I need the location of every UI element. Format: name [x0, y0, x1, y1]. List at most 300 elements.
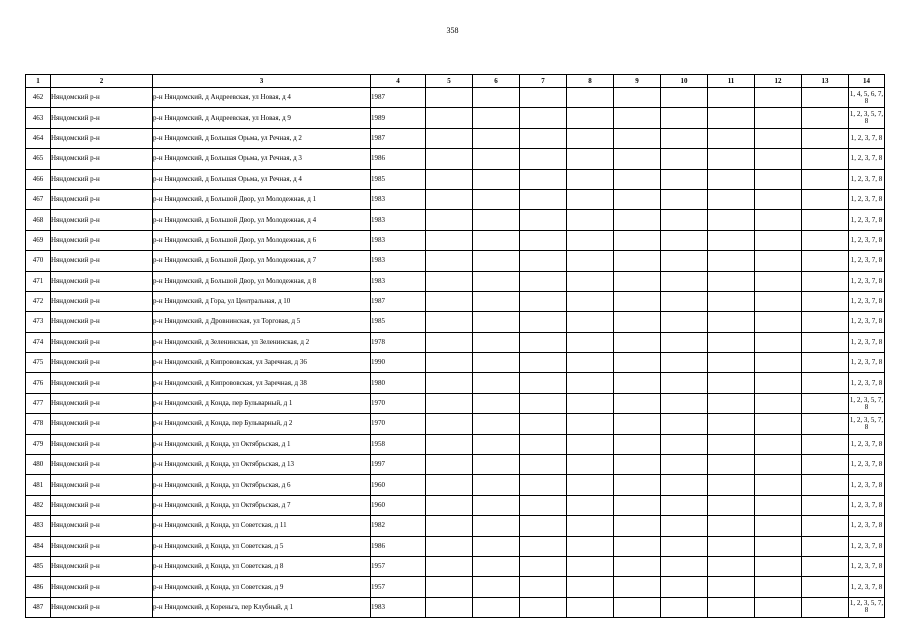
empty-cell-col-13	[802, 332, 849, 352]
empty-cell-col-6	[473, 434, 520, 454]
empty-cell-col-10	[661, 393, 708, 413]
empty-cell-col-11	[708, 556, 755, 576]
codes-cell: 1, 4, 5, 6, 7, 8	[849, 88, 885, 108]
empty-cell-col-12	[755, 312, 802, 332]
empty-cell-col-6	[473, 414, 520, 434]
empty-cell-col-12	[755, 393, 802, 413]
table-row	[26, 189, 885, 209]
empty-cell-col-10	[661, 108, 708, 128]
empty-cell-col-8	[567, 393, 614, 413]
empty-cell-col-9	[614, 128, 661, 148]
empty-cell-col-7	[520, 210, 567, 230]
empty-cell-col-13	[802, 230, 849, 250]
row-number-cell: 475	[26, 353, 51, 373]
empty-cell-col-5	[426, 108, 473, 128]
codes-cell: 1, 2, 3, 7, 8	[849, 291, 885, 311]
table-row	[26, 393, 885, 413]
column-header-13: 13	[802, 75, 849, 88]
codes-cell: 1, 2, 3, 7, 8	[849, 455, 885, 475]
empty-cell-col-13	[802, 88, 849, 108]
address-cell: р-н Няндомский, д Большая Орьма, ул Речная, д 2	[153, 128, 371, 148]
empty-cell-col-5	[426, 88, 473, 108]
empty-cell-col-10	[661, 434, 708, 454]
address-cell: р-н Няндомский, д Конда, ул Октябрьская, д 1	[153, 434, 371, 454]
empty-cell-col-12	[755, 108, 802, 128]
empty-cell-col-10	[661, 577, 708, 597]
empty-cell-col-5	[426, 495, 473, 515]
district-cell: Няндомский р-н	[51, 475, 153, 495]
empty-cell-col-12	[755, 414, 802, 434]
district-cell: Няндомский р-н	[51, 312, 153, 332]
empty-cell-col-10	[661, 597, 708, 617]
district-cell: Няндомский р-н	[51, 434, 153, 454]
district-cell: Няндомский р-н	[51, 128, 153, 148]
table-header	[26, 75, 885, 88]
empty-cell-col-6	[473, 251, 520, 271]
table-row	[26, 210, 885, 230]
district-cell: Няндомский р-н	[51, 597, 153, 617]
address-cell: р-н Няндомский, д Большая Орьма, ул Речная, д 4	[153, 169, 371, 189]
empty-cell-col-9	[614, 393, 661, 413]
year-cell: 1960	[371, 495, 426, 515]
empty-cell-col-11	[708, 210, 755, 230]
empty-cell-col-10	[661, 271, 708, 291]
empty-cell-col-13	[802, 495, 849, 515]
empty-cell-col-12	[755, 597, 802, 617]
empty-cell-col-7	[520, 577, 567, 597]
empty-cell-col-11	[708, 169, 755, 189]
column-header-10: 10	[661, 75, 708, 88]
empty-cell-col-7	[520, 475, 567, 495]
row-number-cell: 462	[26, 88, 51, 108]
empty-cell-col-12	[755, 88, 802, 108]
empty-cell-col-12	[755, 516, 802, 536]
empty-cell-col-6	[473, 373, 520, 393]
empty-cell-col-5	[426, 271, 473, 291]
empty-cell-col-9	[614, 353, 661, 373]
address-cell: р-н Няндомский, д Кореньга, пер Клубный, д 1	[153, 597, 371, 617]
empty-cell-col-6	[473, 536, 520, 556]
empty-cell-col-12	[755, 353, 802, 373]
empty-cell-col-7	[520, 434, 567, 454]
empty-cell-col-13	[802, 536, 849, 556]
empty-cell-col-11	[708, 332, 755, 352]
empty-cell-col-10	[661, 536, 708, 556]
row-number-cell: 481	[26, 475, 51, 495]
district-cell: Няндомский р-н	[51, 210, 153, 230]
empty-cell-col-7	[520, 597, 567, 617]
empty-cell-col-12	[755, 210, 802, 230]
empty-cell-col-7	[520, 373, 567, 393]
empty-cell-col-13	[802, 455, 849, 475]
empty-cell-col-8	[567, 414, 614, 434]
empty-cell-col-9	[614, 332, 661, 352]
empty-cell-col-10	[661, 495, 708, 515]
row-number-cell: 468	[26, 210, 51, 230]
table-body	[26, 88, 885, 618]
district-cell: Няндомский р-н	[51, 88, 153, 108]
address-cell: р-н Няндомский, д Конда, ул Советская, д 8	[153, 556, 371, 576]
empty-cell-col-9	[614, 434, 661, 454]
empty-cell-col-7	[520, 128, 567, 148]
row-number-cell: 465	[26, 149, 51, 169]
column-header-9: 9	[614, 75, 661, 88]
empty-cell-col-10	[661, 251, 708, 271]
empty-cell-col-12	[755, 189, 802, 209]
address-cell: р-н Няндомский, д Конда, ул Советская, д 5	[153, 536, 371, 556]
address-cell: р-н Няндомский, д Конда, пер Бульварный, д 1	[153, 393, 371, 413]
empty-cell-col-8	[567, 291, 614, 311]
row-number-cell: 483	[26, 516, 51, 536]
empty-cell-col-10	[661, 169, 708, 189]
empty-cell-col-5	[426, 455, 473, 475]
table-row	[26, 353, 885, 373]
table-row	[26, 169, 885, 189]
row-number-cell: 480	[26, 455, 51, 475]
row-number-cell: 476	[26, 373, 51, 393]
empty-cell-col-8	[567, 332, 614, 352]
empty-cell-col-6	[473, 393, 520, 413]
codes-cell: 1, 2, 3, 7, 8	[849, 210, 885, 230]
empty-cell-col-12	[755, 271, 802, 291]
empty-cell-col-10	[661, 230, 708, 250]
empty-cell-col-9	[614, 516, 661, 536]
empty-cell-col-7	[520, 108, 567, 128]
codes-cell: 1, 2, 3, 7, 8	[849, 332, 885, 352]
year-cell: 1983	[371, 230, 426, 250]
empty-cell-col-11	[708, 516, 755, 536]
empty-cell-col-13	[802, 434, 849, 454]
empty-cell-col-12	[755, 332, 802, 352]
empty-cell-col-11	[708, 353, 755, 373]
empty-cell-col-11	[708, 373, 755, 393]
empty-cell-col-7	[520, 291, 567, 311]
column-header-5: 5	[426, 75, 473, 88]
empty-cell-col-12	[755, 475, 802, 495]
empty-cell-col-7	[520, 251, 567, 271]
empty-cell-col-12	[755, 455, 802, 475]
codes-cell: 1, 2, 3, 7, 8	[849, 251, 885, 271]
empty-cell-col-7	[520, 353, 567, 373]
empty-cell-col-13	[802, 128, 849, 148]
empty-cell-col-7	[520, 332, 567, 352]
address-cell: р-н Няндомский, д Большая Орьма, ул Речная, д 3	[153, 149, 371, 169]
empty-cell-col-13	[802, 189, 849, 209]
empty-cell-col-6	[473, 556, 520, 576]
row-number-cell: 479	[26, 434, 51, 454]
table-row	[26, 597, 885, 617]
empty-cell-col-9	[614, 495, 661, 515]
empty-cell-col-8	[567, 251, 614, 271]
address-cell: р-н Няндомский, д Конда, ул Октябрьская, д 13	[153, 455, 371, 475]
table-row	[26, 230, 885, 250]
empty-cell-col-7	[520, 189, 567, 209]
empty-cell-col-6	[473, 189, 520, 209]
empty-cell-col-13	[802, 475, 849, 495]
table-row	[26, 495, 885, 515]
empty-cell-col-5	[426, 251, 473, 271]
empty-cell-col-9	[614, 291, 661, 311]
empty-cell-col-8	[567, 495, 614, 515]
table-row	[26, 516, 885, 536]
year-cell: 1986	[371, 536, 426, 556]
column-header-8: 8	[567, 75, 614, 88]
empty-cell-col-10	[661, 516, 708, 536]
year-cell: 1978	[371, 332, 426, 352]
codes-cell: 1, 2, 3, 7, 8	[849, 475, 885, 495]
empty-cell-col-6	[473, 271, 520, 291]
row-number-cell: 464	[26, 128, 51, 148]
empty-cell-col-6	[473, 88, 520, 108]
column-header-2: 2	[51, 75, 153, 88]
empty-cell-col-12	[755, 556, 802, 576]
empty-cell-col-10	[661, 312, 708, 332]
district-cell: Няндомский р-н	[51, 373, 153, 393]
empty-cell-col-11	[708, 475, 755, 495]
table-row	[26, 536, 885, 556]
empty-cell-col-9	[614, 210, 661, 230]
empty-cell-col-5	[426, 393, 473, 413]
empty-cell-col-13	[802, 353, 849, 373]
empty-cell-col-5	[426, 434, 473, 454]
empty-cell-col-12	[755, 149, 802, 169]
year-cell: 1987	[371, 291, 426, 311]
empty-cell-col-11	[708, 455, 755, 475]
empty-cell-col-7	[520, 414, 567, 434]
empty-cell-col-13	[802, 210, 849, 230]
empty-cell-col-5	[426, 556, 473, 576]
empty-cell-col-13	[802, 597, 849, 617]
district-cell: Няндомский р-н	[51, 189, 153, 209]
district-cell: Няндомский р-н	[51, 169, 153, 189]
empty-cell-col-13	[802, 556, 849, 576]
empty-cell-col-11	[708, 128, 755, 148]
codes-cell: 1, 2, 3, 5, 7, 8	[849, 414, 885, 434]
empty-cell-col-12	[755, 230, 802, 250]
empty-cell-col-8	[567, 353, 614, 373]
district-cell: Няндомский р-н	[51, 516, 153, 536]
district-cell: Няндомский р-н	[51, 495, 153, 515]
address-cell: р-н Няндомский, д Конда, ул Советская, д 9	[153, 577, 371, 597]
empty-cell-col-6	[473, 128, 520, 148]
empty-cell-col-13	[802, 291, 849, 311]
row-number-cell: 463	[26, 108, 51, 128]
empty-cell-col-9	[614, 108, 661, 128]
table-row	[26, 373, 885, 393]
empty-cell-col-10	[661, 455, 708, 475]
empty-cell-col-12	[755, 128, 802, 148]
empty-cell-col-5	[426, 373, 473, 393]
empty-cell-col-5	[426, 353, 473, 373]
empty-cell-col-13	[802, 169, 849, 189]
empty-cell-col-7	[520, 516, 567, 536]
empty-cell-col-11	[708, 434, 755, 454]
empty-cell-col-5	[426, 312, 473, 332]
empty-cell-col-6	[473, 210, 520, 230]
empty-cell-col-12	[755, 169, 802, 189]
empty-cell-col-5	[426, 230, 473, 250]
empty-cell-col-6	[473, 597, 520, 617]
empty-cell-col-10	[661, 414, 708, 434]
empty-cell-col-10	[661, 149, 708, 169]
row-number-cell: 485	[26, 556, 51, 576]
empty-cell-col-10	[661, 291, 708, 311]
codes-cell: 1, 2, 3, 7, 8	[849, 353, 885, 373]
empty-cell-col-5	[426, 475, 473, 495]
address-cell: р-н Няндомский, д Дровнинская, ул Торговая, д 5	[153, 312, 371, 332]
column-header-11: 11	[708, 75, 755, 88]
year-cell: 1990	[371, 353, 426, 373]
row-number-cell: 482	[26, 495, 51, 515]
empty-cell-col-8	[567, 108, 614, 128]
table-row	[26, 556, 885, 576]
empty-cell-col-5	[426, 149, 473, 169]
district-cell: Няндомский р-н	[51, 230, 153, 250]
year-cell: 1989	[371, 108, 426, 128]
empty-cell-col-11	[708, 149, 755, 169]
empty-cell-col-9	[614, 556, 661, 576]
table-row	[26, 312, 885, 332]
empty-cell-col-12	[755, 536, 802, 556]
empty-cell-col-8	[567, 455, 614, 475]
empty-cell-col-9	[614, 373, 661, 393]
empty-cell-col-6	[473, 475, 520, 495]
year-cell: 1983	[371, 597, 426, 617]
empty-cell-col-11	[708, 495, 755, 515]
empty-cell-col-6	[473, 149, 520, 169]
year-cell: 1987	[371, 128, 426, 148]
district-cell: Няндомский р-н	[51, 271, 153, 291]
empty-cell-col-12	[755, 434, 802, 454]
empty-cell-col-11	[708, 312, 755, 332]
table-row	[26, 455, 885, 475]
column-header-14: 14	[849, 75, 885, 88]
district-cell: Няндомский р-н	[51, 536, 153, 556]
row-number-cell: 466	[26, 169, 51, 189]
empty-cell-col-11	[708, 291, 755, 311]
row-number-cell: 473	[26, 312, 51, 332]
address-cell: р-н Няндомский, д Большой Двор, ул Молодежная, д 8	[153, 271, 371, 291]
empty-cell-col-9	[614, 475, 661, 495]
address-cell: р-н Няндомский, д Кипрововская, ул Заречная, д 38	[153, 373, 371, 393]
empty-cell-col-5	[426, 291, 473, 311]
empty-cell-col-13	[802, 516, 849, 536]
column-header-12: 12	[755, 75, 802, 88]
empty-cell-col-10	[661, 373, 708, 393]
codes-cell: 1, 2, 3, 7, 8	[849, 128, 885, 148]
empty-cell-col-11	[708, 577, 755, 597]
district-cell: Няндомский р-н	[51, 414, 153, 434]
district-cell: Няндомский р-н	[51, 149, 153, 169]
address-cell: р-н Няндомский, д Конда, пер Бульварный, д 2	[153, 414, 371, 434]
row-number-cell: 477	[26, 393, 51, 413]
empty-cell-col-10	[661, 189, 708, 209]
empty-cell-col-12	[755, 495, 802, 515]
year-cell: 1982	[371, 516, 426, 536]
empty-cell-col-8	[567, 516, 614, 536]
empty-cell-col-11	[708, 108, 755, 128]
empty-cell-col-5	[426, 169, 473, 189]
page-number: 358	[446, 26, 459, 35]
empty-cell-col-7	[520, 169, 567, 189]
empty-cell-col-7	[520, 149, 567, 169]
empty-cell-col-8	[567, 230, 614, 250]
row-number-cell: 467	[26, 189, 51, 209]
row-number-cell: 471	[26, 271, 51, 291]
empty-cell-col-10	[661, 128, 708, 148]
empty-cell-col-7	[520, 312, 567, 332]
column-header-3: 3	[153, 75, 371, 88]
empty-cell-col-12	[755, 373, 802, 393]
empty-cell-col-11	[708, 230, 755, 250]
empty-cell-col-8	[567, 536, 614, 556]
year-cell: 1958	[371, 434, 426, 454]
empty-cell-col-11	[708, 271, 755, 291]
empty-cell-col-8	[567, 149, 614, 169]
empty-cell-col-5	[426, 577, 473, 597]
address-cell: р-н Няндомский, д Зеленинская, ул Зеленинская, д 2	[153, 332, 371, 352]
table-row	[26, 475, 885, 495]
row-number-cell: 487	[26, 597, 51, 617]
empty-cell-col-9	[614, 149, 661, 169]
empty-cell-col-13	[802, 393, 849, 413]
empty-cell-col-8	[567, 556, 614, 576]
row-number-cell: 470	[26, 251, 51, 271]
empty-cell-col-5	[426, 128, 473, 148]
codes-cell: 1, 2, 3, 7, 8	[849, 516, 885, 536]
codes-cell: 1, 2, 3, 7, 8	[849, 536, 885, 556]
empty-cell-col-11	[708, 536, 755, 556]
empty-cell-col-10	[661, 475, 708, 495]
codes-cell: 1, 2, 3, 5, 7, 8	[849, 597, 885, 617]
year-cell: 1983	[371, 210, 426, 230]
empty-cell-col-6	[473, 169, 520, 189]
column-header-6: 6	[473, 75, 520, 88]
district-cell: Няндомский р-н	[51, 556, 153, 576]
codes-cell: 1, 2, 3, 7, 8	[849, 149, 885, 169]
year-cell: 1980	[371, 373, 426, 393]
table-row	[26, 332, 885, 352]
empty-cell-col-13	[802, 414, 849, 434]
empty-cell-col-5	[426, 332, 473, 352]
codes-cell: 1, 2, 3, 7, 8	[849, 495, 885, 515]
table-row	[26, 88, 885, 108]
table-row	[26, 434, 885, 454]
empty-cell-col-13	[802, 108, 849, 128]
codes-cell: 1, 2, 3, 7, 8	[849, 189, 885, 209]
empty-cell-col-7	[520, 230, 567, 250]
row-number-cell: 469	[26, 230, 51, 250]
address-cell: р-н Няндомский, д Андреевская, ул Новая, д 4	[153, 88, 371, 108]
empty-cell-col-13	[802, 271, 849, 291]
address-cell: р-н Няндомский, д Большой Двор, ул Молодежная, д 1	[153, 189, 371, 209]
empty-cell-col-5	[426, 516, 473, 536]
empty-cell-col-7	[520, 88, 567, 108]
empty-cell-col-11	[708, 393, 755, 413]
year-cell: 1983	[371, 189, 426, 209]
empty-cell-col-12	[755, 291, 802, 311]
codes-cell: 1, 2, 3, 7, 8	[849, 577, 885, 597]
empty-cell-col-6	[473, 455, 520, 475]
row-number-cell: 484	[26, 536, 51, 556]
empty-cell-col-7	[520, 556, 567, 576]
empty-cell-col-10	[661, 332, 708, 352]
address-cell: р-н Няндомский, д Большой Двор, ул Молодежная, д 6	[153, 230, 371, 250]
empty-cell-col-8	[567, 577, 614, 597]
register-table	[25, 74, 885, 618]
empty-cell-col-5	[426, 210, 473, 230]
empty-cell-col-5	[426, 597, 473, 617]
